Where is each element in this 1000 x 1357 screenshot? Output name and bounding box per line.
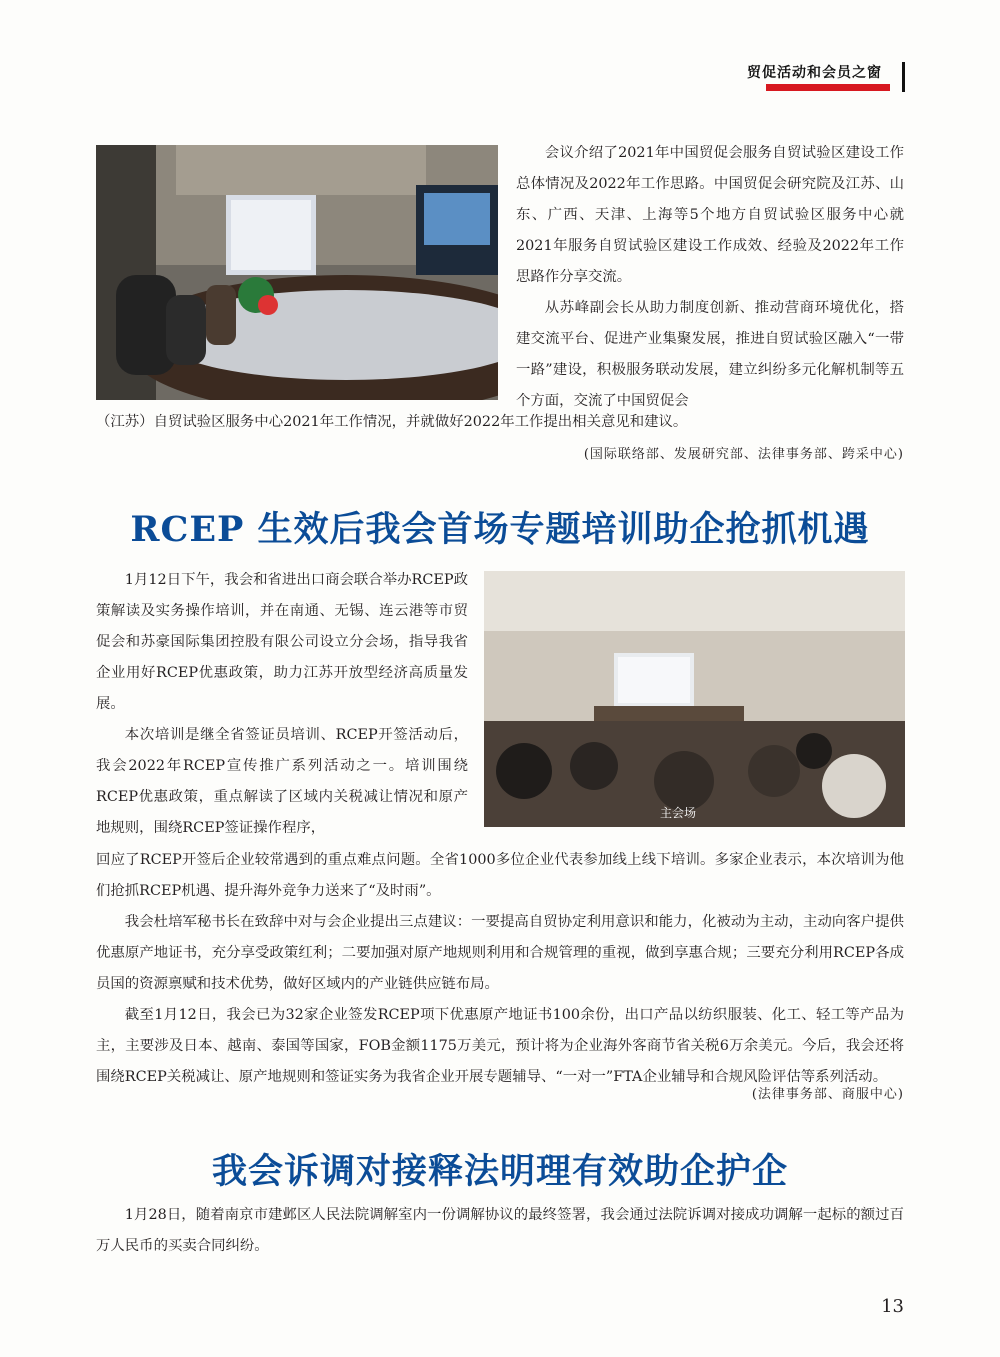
article3-p1: 1月28日，随着南京市建邺区人民法院调解室内一份调解协议的最终签署，我会通过法院诉调对接成功调解一起标的额过百万人民币的买卖合同纠纷。 xyxy=(96,1207,904,1254)
article1-p2: 从苏峰副会长从助力制度创新、推动营商环境优化，搭建交流平台、促进产业集聚发展，推进自贸试验区融入“一带一路”建设，积极服务联动发展，建立纠纷多元化解机制等五个方面，交流了中国贸促会 xyxy=(516,300,904,409)
article2-column xyxy=(96,565,468,844)
article1-continuation xyxy=(96,407,904,438)
article1-credit: (国际联络部、发展研究部、法律事务部、跨采中心) xyxy=(583,447,904,462)
article2-p4: 截至1月12日，我会已为32家企业签发RCEP项下优惠原产地证书100余份，出口产品以纺织服装、化工、轻工等产品为主，主要涉及日本、越南、泰国等国家，FOB金额1175万美元，预计将为企业海外客商节省关税6万余美元。今后，我会还将围绕RCEP关税减让、原产地规则和签证实务为我省企业开展专题辅导、“一对一”FTA企业辅导和合规风险评估等系列活动。 xyxy=(96,1007,904,1085)
article2-p3: 我会杜培军秘书长在致辞中对与会企业提出三点建议：一要提高自贸协定利用意识和能力，化被动为主动，主动向客户提供优惠原产地证书，充分享受政策红利；二要加强对原产地规则利用和合规管理的重视，做到享惠合规；三要充分利用RCEP各成员国的资源禀赋和技术优势，做好区域内的产业链供应链布局。 xyxy=(96,914,904,992)
article2-headline: RCEP 生效后我会首场专题培训助企抢抓机遇 xyxy=(130,509,870,550)
training-session-photo xyxy=(484,571,905,827)
photo-caption: 主会场 xyxy=(660,806,697,820)
article1-p2-cont: （江苏）自贸试验区服务中心2021年工作情况，并就做好2022年工作提出相关意见和建议。 xyxy=(96,414,688,430)
article2-p1: 1月12日下午，我会和省进出口商会联合举办RCEP政策解读及实务操作培训，并在南通、无锡、连云港等市贸促会和苏豪国际集团控股有限公司设立分会场，指导我省企业用好RCEP优惠政策，助力江苏开放型经济高质量发展。 xyxy=(96,572,468,712)
section-label: 贸促活动和会员之窗 xyxy=(747,65,882,81)
section-divider xyxy=(902,62,905,92)
section-accent-bar xyxy=(766,84,890,91)
page-number: 13 xyxy=(881,1296,904,1317)
article2-credit: (法律事务部、商服中心) xyxy=(751,1087,904,1102)
article3-body xyxy=(96,1200,904,1262)
article2-p2: 本次培训是继全省签证员培训、RCEP开签活动后，我会2022年RCEP宣传推广系列活动之一。培训围绕RCEP优惠政策，重点解读了区域内关税减让情况和原产地规则，围绕RCEP签证操作程序， xyxy=(96,727,468,836)
article1-p1: 会议介绍了2021年中国贸促会服务自贸试验区建设工作总体情况及2022年工作思路。中国贸促会研究院及江苏、山东、广西、天津、上海等5个地方自贸试验区服务中心就2021年服务自贸试验区建设工作成效、经验及2022年工作思路作分享交流。 xyxy=(516,145,904,285)
article2-body xyxy=(96,845,904,1093)
conference-room-photo xyxy=(96,145,498,400)
article1-paragraph-1 xyxy=(516,138,904,417)
article3-headline: 我会诉调对接释法明理有效助企护企 xyxy=(211,1151,788,1192)
article2-p2-cont: 回应了RCEP开签后企业较常遇到的重点难点问题。全省1000多位企业代表参加线上线下培训。多家企业表示，本次培训为他们抢抓RCEP机遇、提升海外竞争力送来了“及时雨”。 xyxy=(96,852,904,899)
